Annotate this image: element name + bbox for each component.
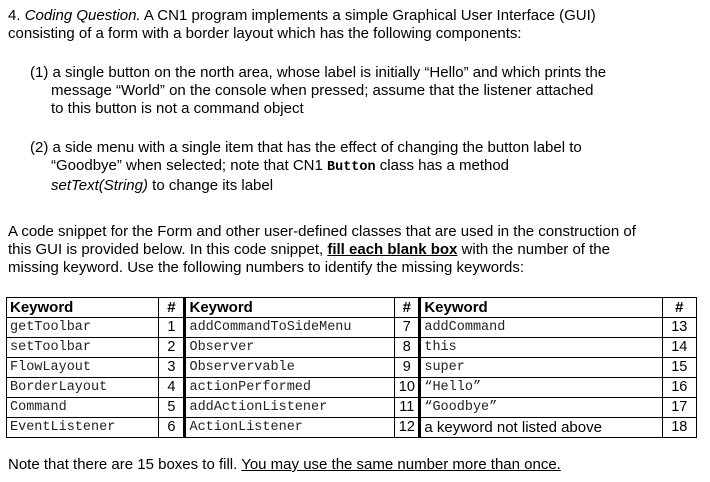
header-number-3: # [662, 298, 696, 318]
item-2-line-2-tail: class has a method [375, 157, 510, 174]
number-cell: 14 [662, 338, 696, 358]
number-cell: 7 [395, 318, 420, 338]
component-item-2 [30, 139, 678, 195]
item-1-line-3: to this button is not a command object [51, 100, 304, 117]
note-underlined: You may use the same number more than once. [241, 456, 561, 473]
item-1-line-1: (1) a single button on the north area, whose label is initially “Hello” and which prints the [30, 64, 607, 81]
instructions-line-3: missing keyword. Use the following numbers to identify the missing keywords: [8, 259, 525, 276]
number-cell: 10 [395, 378, 420, 398]
keyword-table [6, 297, 697, 438]
item-2-line-3 [30, 177, 678, 195]
keyword-cell: Command [7, 398, 159, 418]
header-keyword-1: Keyword [7, 298, 159, 318]
keyword-cell: actionPerformed [185, 378, 395, 398]
number-cell: 17 [662, 398, 696, 418]
keyword-cell: “Hello” [420, 378, 662, 398]
keyword-cell: ActionListener [185, 418, 395, 438]
table-row [7, 378, 697, 398]
number-cell: 18 [662, 418, 696, 438]
keyword-cell: FlowLayout [7, 358, 159, 378]
header-number-2: # [395, 298, 420, 318]
component-item-1 [30, 64, 678, 118]
question-intro-line-1 [8, 7, 704, 25]
note [8, 456, 704, 474]
item-2-line-1: (2) a side menu with a single item that has the effect of changing the button label to [30, 139, 582, 156]
table-row [7, 398, 697, 418]
keyword-cell: addCommand [420, 318, 662, 338]
instructions [8, 223, 704, 277]
instructions-line-2-tail: with the number of the [457, 241, 610, 258]
settext-method: setText(String) [51, 177, 148, 194]
instructions-line-1: A code snippet for the Form and other user-defined classes that are used in the construction of [8, 223, 636, 240]
table-row [7, 418, 697, 438]
number-cell: 15 [662, 358, 696, 378]
question-intro-line-2: consisting of a form with a border layout which has the following components: [8, 25, 522, 42]
number-cell: 16 [662, 378, 696, 398]
question-intro-text: A CN1 program implements a simple Graphical User Interface (GUI) [140, 7, 596, 24]
keyword-cell: EventListener [7, 418, 159, 438]
header-number-1: # [159, 298, 185, 318]
keyword-cell: addCommandToSideMenu [185, 318, 395, 338]
table-header-row [7, 298, 697, 318]
number-cell: 13 [662, 318, 696, 338]
number-cell: 3 [159, 358, 185, 378]
fill-each-blank-box: fill each blank box [327, 241, 458, 258]
note-text: Note that there are 15 boxes to fill. [8, 456, 242, 473]
item-1-line-2: message “World” on the console when pressed; assume that the listener attached [51, 82, 594, 99]
keyword-cell: a keyword not listed above [420, 418, 662, 438]
number-cell: 5 [159, 398, 185, 418]
keyword-cell: “Goodbye” [420, 398, 662, 418]
keyword-cell: Observer [185, 338, 395, 358]
keyword-cell: addActionListener [185, 398, 395, 418]
number-cell: 11 [395, 398, 420, 418]
item-2-line-3-tail: to change its label [147, 177, 274, 194]
keyword-cell: BorderLayout [7, 378, 159, 398]
question-title: Coding Question. [24, 7, 141, 24]
keyword-cell: this [420, 338, 662, 358]
instructions-line-2 [8, 241, 704, 259]
number-cell: 6 [159, 418, 185, 438]
item-2-line-2 [30, 157, 678, 177]
number-cell: 9 [395, 358, 420, 378]
instructions-line-2-text: this GUI is provided below. In this code snippet, [8, 241, 328, 258]
number-cell: 8 [395, 338, 420, 358]
question-intro [8, 7, 704, 43]
number-cell: 2 [159, 338, 185, 358]
keyword-cell: super [420, 358, 662, 378]
table-row [7, 358, 697, 378]
header-keyword-2: Keyword [185, 298, 395, 318]
number-cell: 1 [159, 318, 185, 338]
header-keyword-3: Keyword [420, 298, 662, 318]
number-cell: 4 [159, 378, 185, 398]
question-number: 4. [8, 7, 25, 24]
number-cell: 12 [395, 418, 420, 438]
keyword-cell: getToolbar [7, 318, 159, 338]
item-2-line-2-text: “Goodbye” when selected; note that CN1 [51, 157, 327, 174]
table-row [7, 338, 697, 358]
keyword-cell: Observervable [185, 358, 395, 378]
button-class-code: Button [327, 160, 376, 175]
keyword-cell: setToolbar [7, 338, 159, 358]
table-row [7, 318, 697, 338]
